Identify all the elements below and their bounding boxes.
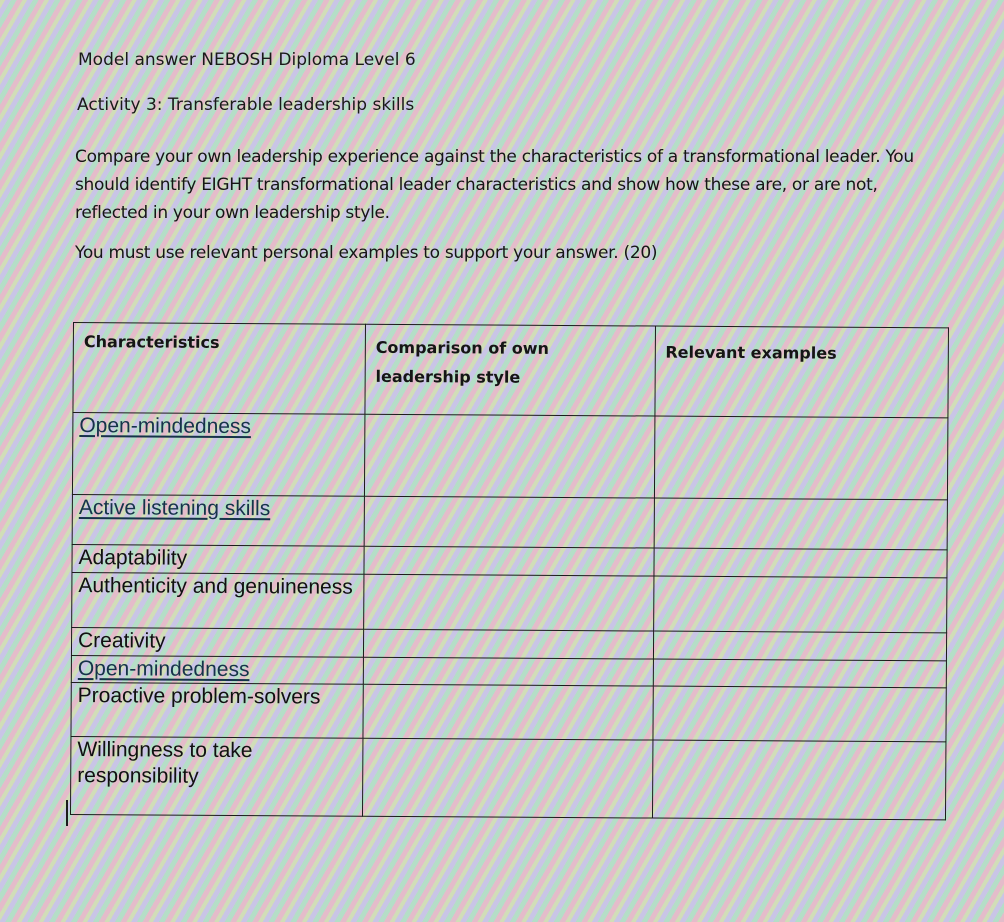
table-border-stub bbox=[66, 800, 68, 826]
examples-cell[interactable] bbox=[653, 548, 947, 578]
characteristic-cell bbox=[72, 413, 364, 497]
document-title: Model answer NEBOSH Diploma Level 6 bbox=[78, 50, 416, 70]
comparison-cell[interactable] bbox=[364, 414, 654, 498]
table-row bbox=[71, 682, 946, 741]
examples-cell[interactable] bbox=[654, 498, 948, 550]
header-comparison: Comparison of own leadership style bbox=[365, 324, 655, 416]
comparison-cell[interactable] bbox=[364, 574, 654, 631]
examples-cell[interactable] bbox=[653, 576, 947, 633]
table-row bbox=[70, 736, 945, 819]
header-examples: Relevant examples bbox=[654, 326, 948, 418]
comparison-cell[interactable] bbox=[364, 496, 654, 548]
examples-cell[interactable] bbox=[653, 659, 947, 688]
activity-heading: Activity 3: Transferable leadership skills bbox=[77, 95, 415, 115]
examples-cell[interactable] bbox=[653, 631, 947, 661]
comparison-cell[interactable] bbox=[364, 546, 654, 576]
table-row bbox=[72, 494, 947, 549]
characteristic-label: Willingness to take responsibility bbox=[77, 738, 253, 788]
characteristic-link[interactable]: Active listening skills bbox=[78, 496, 271, 521]
characteristic-label: Proactive problem-solvers bbox=[77, 684, 321, 709]
characteristic-cell bbox=[72, 572, 364, 629]
instruction-paragraph: Compare your own leadership experience against the characteristics of a transformational leader. You should identify EIGHT transformational leader characteristics and show how these are, or are not, reflected in your own leadership style. bbox=[75, 147, 914, 223]
characteristic-cell bbox=[72, 544, 364, 574]
comparison-cell[interactable] bbox=[363, 629, 653, 659]
comparison-cell[interactable] bbox=[362, 738, 652, 818]
instructions bbox=[75, 143, 955, 267]
characteristic-link[interactable]: Open-mindedness bbox=[79, 414, 252, 439]
examples-cell[interactable] bbox=[654, 416, 948, 500]
characteristic-label: Creativity bbox=[77, 629, 166, 653]
characteristics-table bbox=[70, 322, 949, 820]
characteristic-cell bbox=[71, 682, 363, 738]
characteristic-cell bbox=[70, 736, 362, 816]
characteristic-label: Authenticity and genuineness bbox=[78, 574, 353, 599]
characteristic-cell bbox=[71, 655, 363, 684]
comparison-cell[interactable] bbox=[363, 657, 653, 686]
header-characteristics: Characteristics bbox=[73, 323, 365, 415]
table-header-row bbox=[73, 323, 949, 418]
characteristic-link[interactable]: Open-mindedness bbox=[77, 657, 250, 682]
comparison-cell[interactable] bbox=[363, 684, 653, 740]
instruction-paragraph: You must use relevant personal examples to support your answer. (20) bbox=[75, 243, 658, 263]
characteristic-cell bbox=[71, 627, 363, 657]
table-row bbox=[72, 413, 947, 500]
characteristic-label: Adaptability bbox=[78, 546, 188, 570]
examples-cell[interactable] bbox=[652, 740, 946, 820]
characteristic-cell bbox=[72, 494, 364, 546]
table-row bbox=[72, 572, 947, 632]
examples-cell[interactable] bbox=[652, 686, 946, 742]
